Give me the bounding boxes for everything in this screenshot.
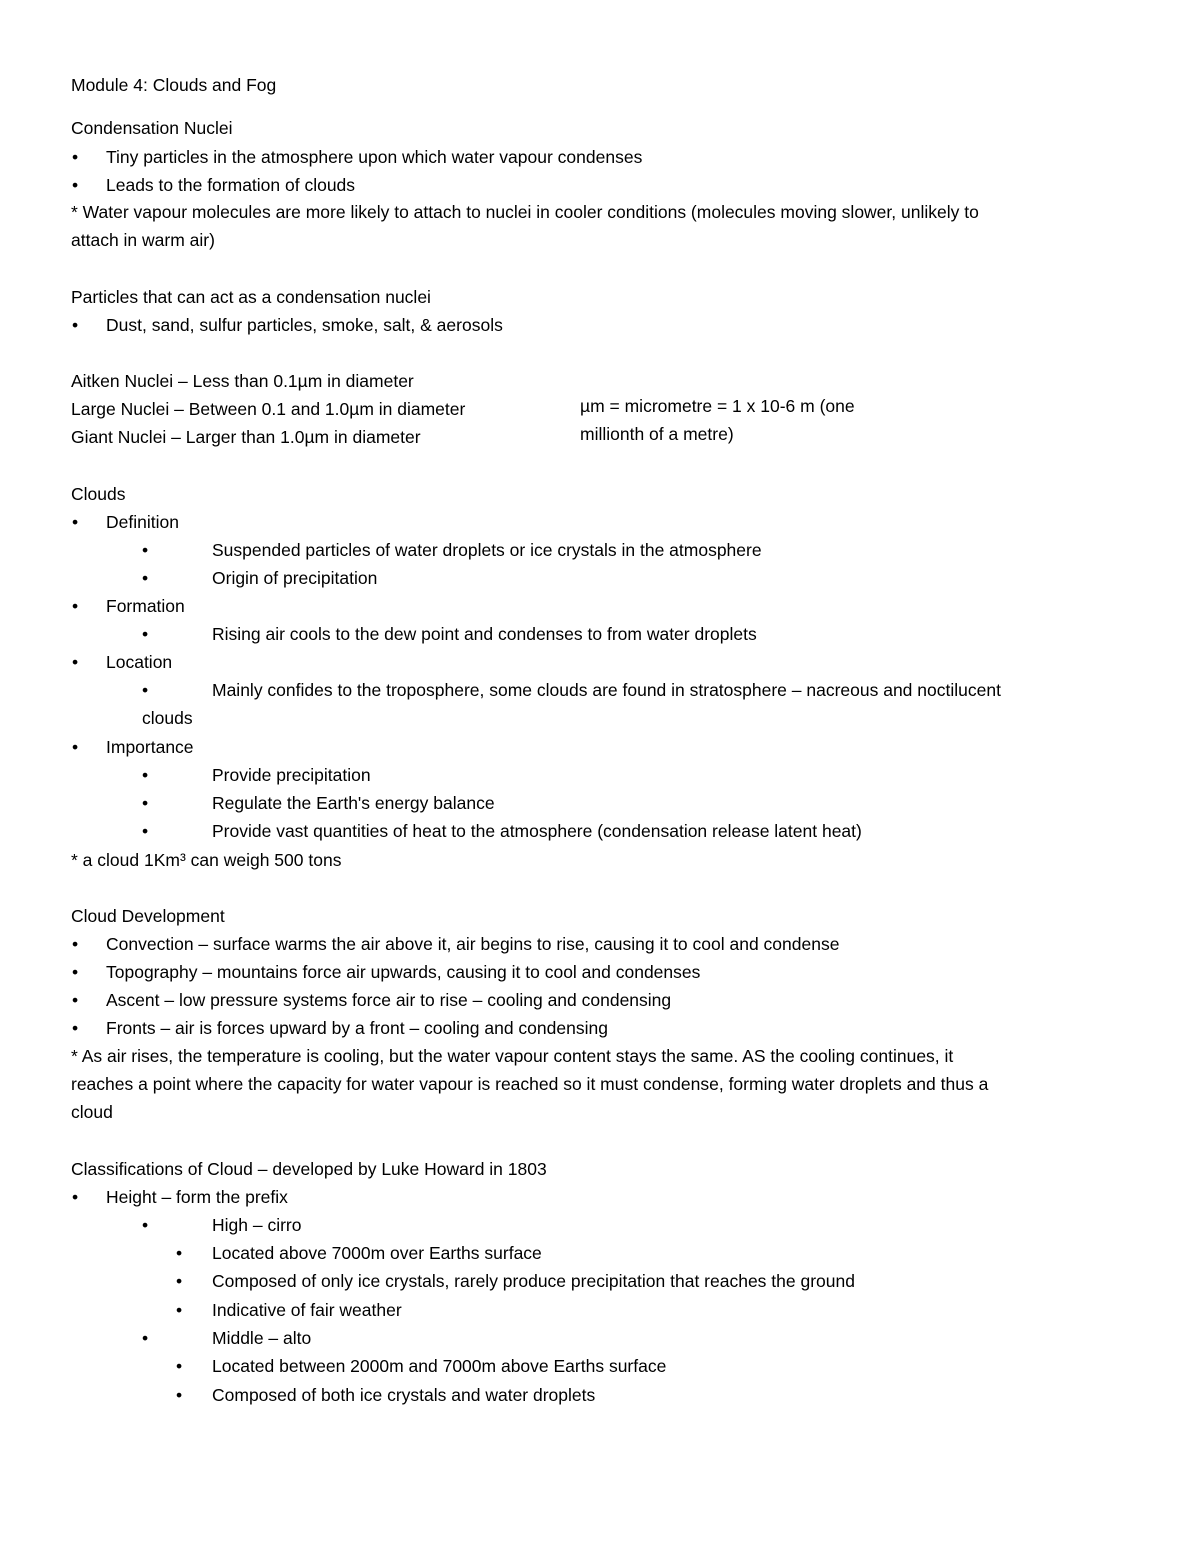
bullet-marker: • [142, 1328, 149, 1348]
bullet-marker: • [142, 793, 149, 813]
bullet-marker: • [142, 624, 149, 644]
sub-list-item: Provide vast quantities of heat to the atmosphere (condensation release latent heat) [212, 821, 862, 841]
list-item: Topography – mountains force air upwards, causing it to cool and condenses [106, 962, 701, 982]
unit-note: µm = micrometre = 1 x 10-6 m (one [580, 396, 855, 416]
sub-sub-list-item: Indicative of fair weather [212, 1300, 402, 1320]
bullet-marker: • [72, 596, 79, 616]
aitken-nuclei-line: Aitken Nuclei – Less than 0.1µm in diameter [71, 371, 414, 391]
sub-list-item: Provide precipitation [212, 765, 371, 785]
list-item: Fronts – air is forces upward by a front – cooling and condensing [106, 1018, 608, 1038]
note-text: reaches a point where the capacity for water vapour is reached so it must condense, forming water droplets and thus a [71, 1074, 989, 1094]
bullet-marker: • [72, 1187, 79, 1207]
note-text: attach in warm air) [71, 230, 215, 250]
large-nuclei-line: Large Nuclei – Between 0.1 and 1.0µm in diameter [71, 399, 466, 419]
sub-sub-list-item: Composed of both ice crystals and water droplets [212, 1385, 596, 1405]
bullet-marker: • [176, 1385, 183, 1405]
giant-nuclei-line: Giant Nuclei – Larger than 1.0µm in diameter [71, 427, 421, 447]
bullet-marker: • [176, 1356, 183, 1376]
bullet-marker: • [72, 315, 79, 335]
bullet-marker: • [142, 821, 149, 841]
bullet-marker: • [142, 1215, 149, 1235]
section-heading-clouds: Clouds [71, 484, 126, 504]
bullet-marker: • [142, 540, 149, 560]
section-heading-particles: Particles that can act as a condensation nuclei [71, 287, 431, 307]
bullet-marker: • [72, 147, 79, 167]
list-item-height: Height – form the prefix [106, 1187, 288, 1207]
list-item: Convection – surface warms the air above it, air begins to rise, causing it to cool and condense [106, 934, 840, 954]
bullet-marker: • [72, 1018, 79, 1038]
list-item-importance: Importance [106, 737, 194, 757]
list-item: Leads to the formation of clouds [106, 175, 356, 195]
section-heading-cloud-development: Cloud Development [71, 906, 225, 926]
bullet-marker: • [72, 512, 79, 532]
note-text: * As air rises, the temperature is cooling, but the water vapour content stays the same. AS the cooling continues, it [71, 1046, 954, 1066]
sub-list-item: Mainly confides to the troposphere, some clouds are found in stratosphere – nacreous and noctilucent [212, 680, 1001, 700]
page-title: Module 4: Clouds and Fog [71, 75, 277, 95]
list-item-formation: Formation [106, 596, 185, 616]
sub-sub-list-item: Located above 7000m over Earths surface [212, 1243, 542, 1263]
sub-sub-list-item: Located between 2000m and 7000m above Earths surface [212, 1356, 667, 1376]
bullet-marker: • [142, 765, 149, 785]
bullet-marker: • [176, 1271, 183, 1291]
bullet-marker: • [176, 1243, 183, 1263]
bullet-marker: • [72, 990, 79, 1010]
unit-note: millionth of a metre) [580, 424, 734, 444]
bullet-marker: • [72, 737, 79, 757]
sub-sub-list-item: Composed of only ice crystals, rarely produce precipitation that reaches the ground [212, 1271, 855, 1291]
list-item-location: Location [106, 652, 173, 672]
bullet-marker: • [142, 568, 149, 588]
section-heading-classifications: Classifications of Cloud – developed by Luke Howard in 1803 [71, 1159, 547, 1179]
section-heading-condensation-nuclei: Condensation Nuclei [71, 118, 233, 138]
bullet-marker: • [72, 962, 79, 982]
bullet-marker: • [176, 1300, 183, 1320]
bullet-marker: • [72, 652, 79, 672]
list-item: Dust, sand, sulfur particles, smoke, salt, & aerosols [106, 315, 503, 335]
note-text: * a cloud 1Km³ can weigh 500 tons [71, 850, 342, 870]
bullet-marker: • [142, 680, 149, 700]
bullet-marker: • [72, 175, 79, 195]
sub-list-item: Regulate the Earth's energy balance [212, 793, 495, 813]
note-text: * Water vapour molecules are more likely to attach to nuclei in cooler conditions (molecules moving slower, unlikely to [71, 202, 979, 222]
sub-list-item: Rising air cools to the dew point and condenses to from water droplets [212, 624, 757, 644]
list-item: Ascent – low pressure systems force air to rise – cooling and condensing [106, 990, 672, 1010]
sub-list-item-high: High – cirro [212, 1215, 302, 1235]
list-item-definition: Definition [106, 512, 179, 532]
bullet-marker: • [72, 934, 79, 954]
sub-list-item: Suspended particles of water droplets or ice crystals in the atmosphere [212, 540, 762, 560]
sub-list-item: Origin of precipitation [212, 568, 378, 588]
sub-list-item-middle: Middle – alto [212, 1328, 312, 1348]
note-text: cloud [71, 1102, 113, 1122]
sub-list-item-continuation: clouds [142, 708, 193, 728]
list-item: Tiny particles in the atmosphere upon which water vapour condenses [106, 147, 643, 167]
